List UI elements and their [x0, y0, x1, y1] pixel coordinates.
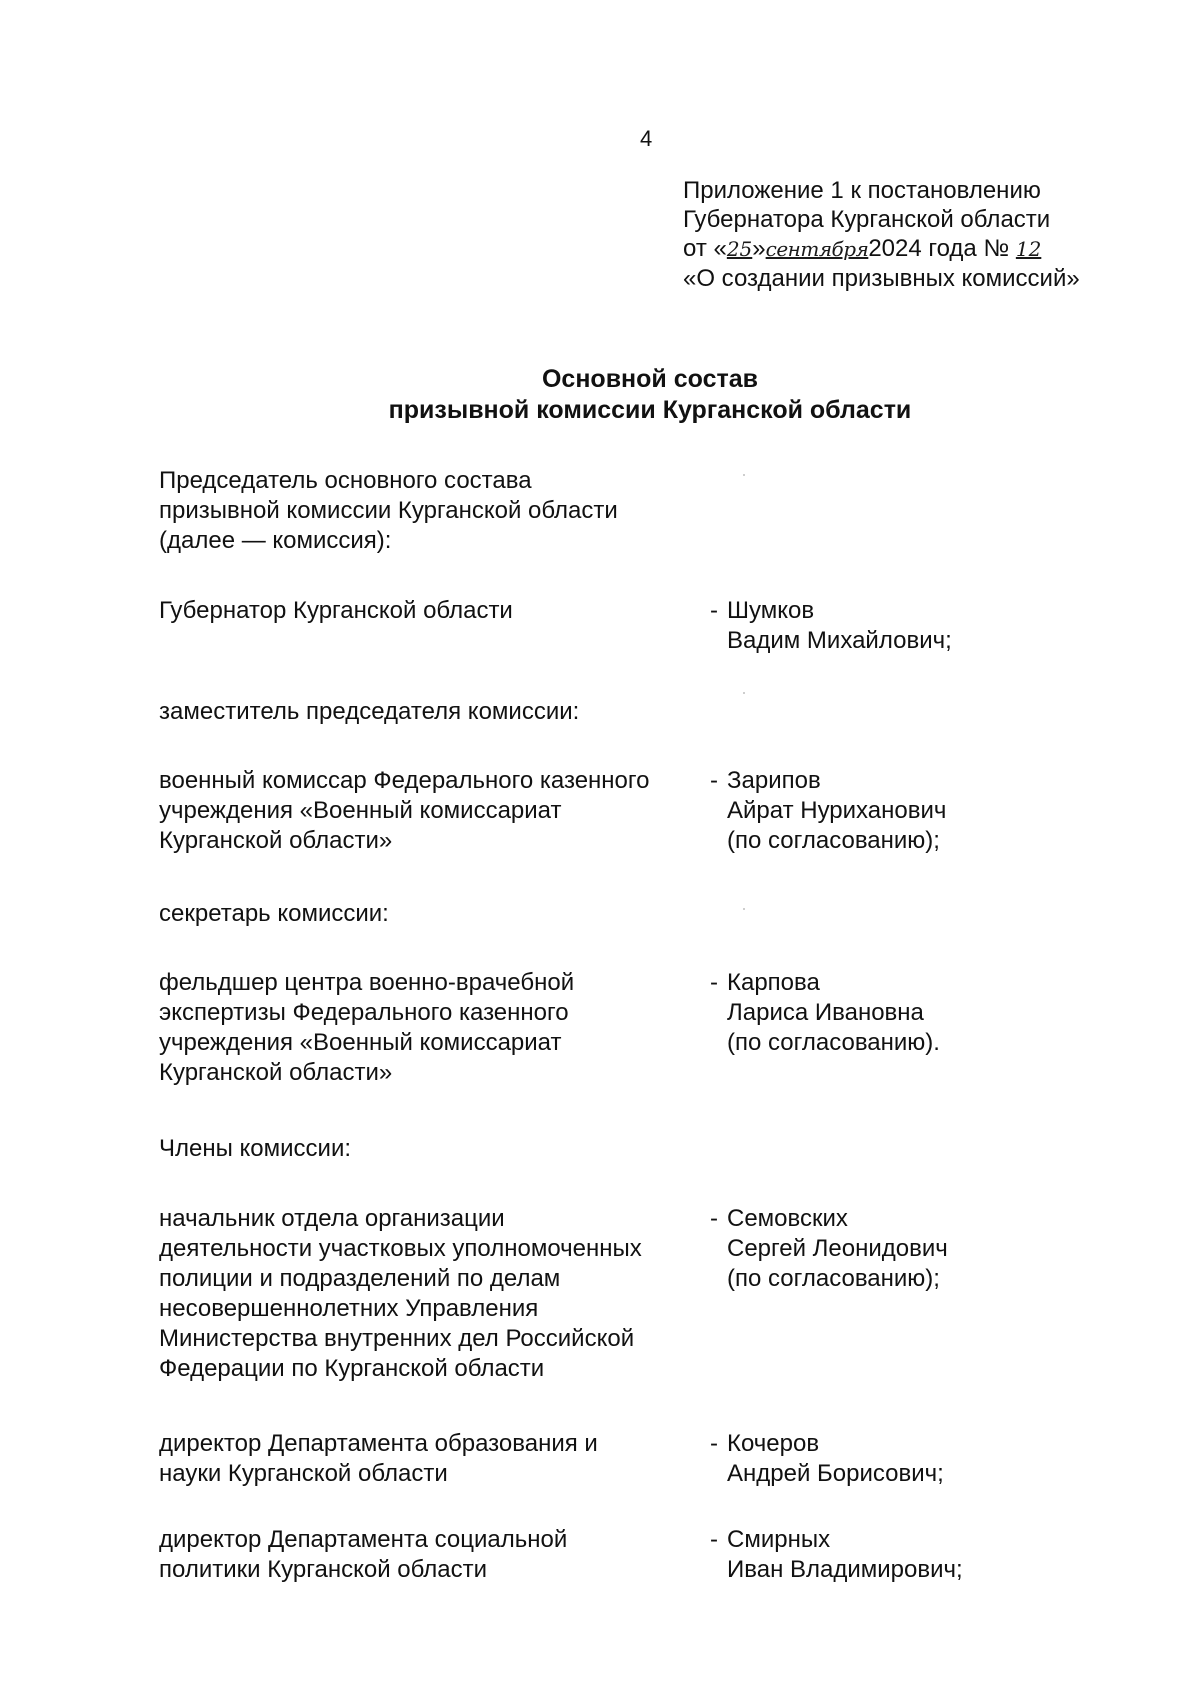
entry-position	[159, 1429, 709, 1489]
entry-person	[727, 1429, 1147, 1489]
appendix-line-1: Приложение 1 к постановлению	[683, 177, 1041, 204]
deputy-heading-text: заместитель председателя комиссии:	[159, 698, 580, 725]
entry-dash: -	[710, 767, 718, 794]
handwritten-number: 12	[1015, 237, 1042, 261]
person-line: Смирных	[727, 1526, 831, 1553]
title-line-1: Основной состав	[541, 365, 759, 393]
entry-dash: -	[710, 1205, 718, 1232]
chairman-heading-line: (далее — комиссия):	[159, 527, 392, 554]
chairman-heading-line: призывной комиссии Курганской области	[159, 497, 618, 524]
entry-position	[159, 1204, 709, 1384]
secretary-heading-text: секретарь комиссии:	[159, 900, 389, 927]
appendix-date-line	[683, 234, 1183, 264]
chairman-heading-line: Председатель основного состава	[159, 467, 532, 494]
entry-dash: -	[710, 969, 718, 996]
position-line: директор Департамента образования и	[159, 1430, 598, 1457]
members-heading-text: Члены комиссии:	[159, 1135, 352, 1162]
position-line: полиции и подразделений по делам	[159, 1265, 561, 1292]
position-line: учреждения «Военный комиссариат	[159, 797, 562, 824]
appendix-header	[683, 176, 1183, 293]
entry-person	[727, 1525, 1147, 1585]
person-line: Шумков	[727, 597, 815, 624]
date-quote-close: »	[752, 235, 766, 262]
position-line: Курганской области»	[159, 1059, 393, 1086]
position-line: экспертизы Федерального казенного	[159, 999, 569, 1026]
members-heading	[159, 1134, 351, 1164]
position-line: учреждения «Военный комиссариат	[159, 1029, 562, 1056]
scan-speck	[743, 692, 745, 694]
position-line: Федерации по Курганской области	[159, 1355, 545, 1382]
secretary-heading	[159, 899, 389, 929]
position-line: начальник отдела организации	[159, 1205, 505, 1232]
person-line: (по согласованию).	[727, 1029, 940, 1056]
person-line: Вадим Михайлович;	[727, 627, 952, 654]
entry-position	[159, 766, 709, 856]
position-line: Министерства внутренних дел Российской	[159, 1325, 635, 1352]
entry-position	[159, 1525, 709, 1585]
person-line: Айрат Нуриханович	[727, 797, 947, 824]
person-line: Лариса Ивановна	[727, 999, 924, 1026]
person-line: (по согласованию);	[727, 827, 940, 854]
person-line: Карпова	[727, 969, 820, 996]
entry-dash: -	[710, 1430, 718, 1457]
entry-dash: -	[710, 597, 718, 624]
deputy-heading	[159, 697, 579, 727]
document-title	[0, 364, 1200, 426]
person-line: Сергей Леонидович	[727, 1235, 948, 1262]
appendix-line-4: «О создании призывных комиссий»	[683, 265, 1080, 292]
entry-dash: -	[710, 1526, 718, 1553]
position-line: директор Департамента социальной	[159, 1526, 568, 1553]
entry-person	[727, 1204, 1147, 1294]
position-line: несовершеннолетних Управления	[159, 1295, 539, 1322]
position-line: Губернатор Курганской области	[159, 597, 513, 624]
appendix-line-2: Губернатора Курганской области	[683, 206, 1051, 233]
person-line: Иван Владимирович;	[727, 1556, 963, 1583]
entry-person	[727, 596, 1147, 656]
position-line: политики Курганской области	[159, 1556, 488, 1583]
person-line: Андрей Борисович;	[727, 1460, 944, 1487]
person-line: (по согласованию);	[727, 1265, 940, 1292]
position-line: военный комиссар Федерального казенного	[159, 767, 650, 794]
person-line: Кочеров	[727, 1430, 820, 1457]
scan-speck	[743, 908, 745, 910]
entry-position	[159, 968, 709, 1088]
position-line: Курганской области»	[159, 827, 393, 854]
entry-person	[727, 766, 1147, 856]
date-prefix: от «	[683, 235, 727, 262]
title-line-2: призывной комиссии Курганской области	[388, 396, 912, 424]
entry-person	[727, 968, 1147, 1058]
position-line: науки Курганской области	[159, 1460, 448, 1487]
position-line: деятельности участковых уполномоченных	[159, 1235, 642, 1262]
date-year: 2024 года №	[868, 235, 1010, 262]
person-line: Зарипов	[727, 767, 821, 794]
handwritten-day: 25	[726, 237, 753, 261]
person-line: Семовских	[727, 1205, 848, 1232]
page-number: 4	[640, 126, 653, 151]
entry-position	[159, 596, 709, 626]
position-line: фельдшер центра военно-врачебной	[159, 969, 575, 996]
chairman-heading	[159, 466, 618, 556]
scan-speck	[743, 474, 745, 476]
handwritten-month: сентября	[765, 237, 869, 261]
